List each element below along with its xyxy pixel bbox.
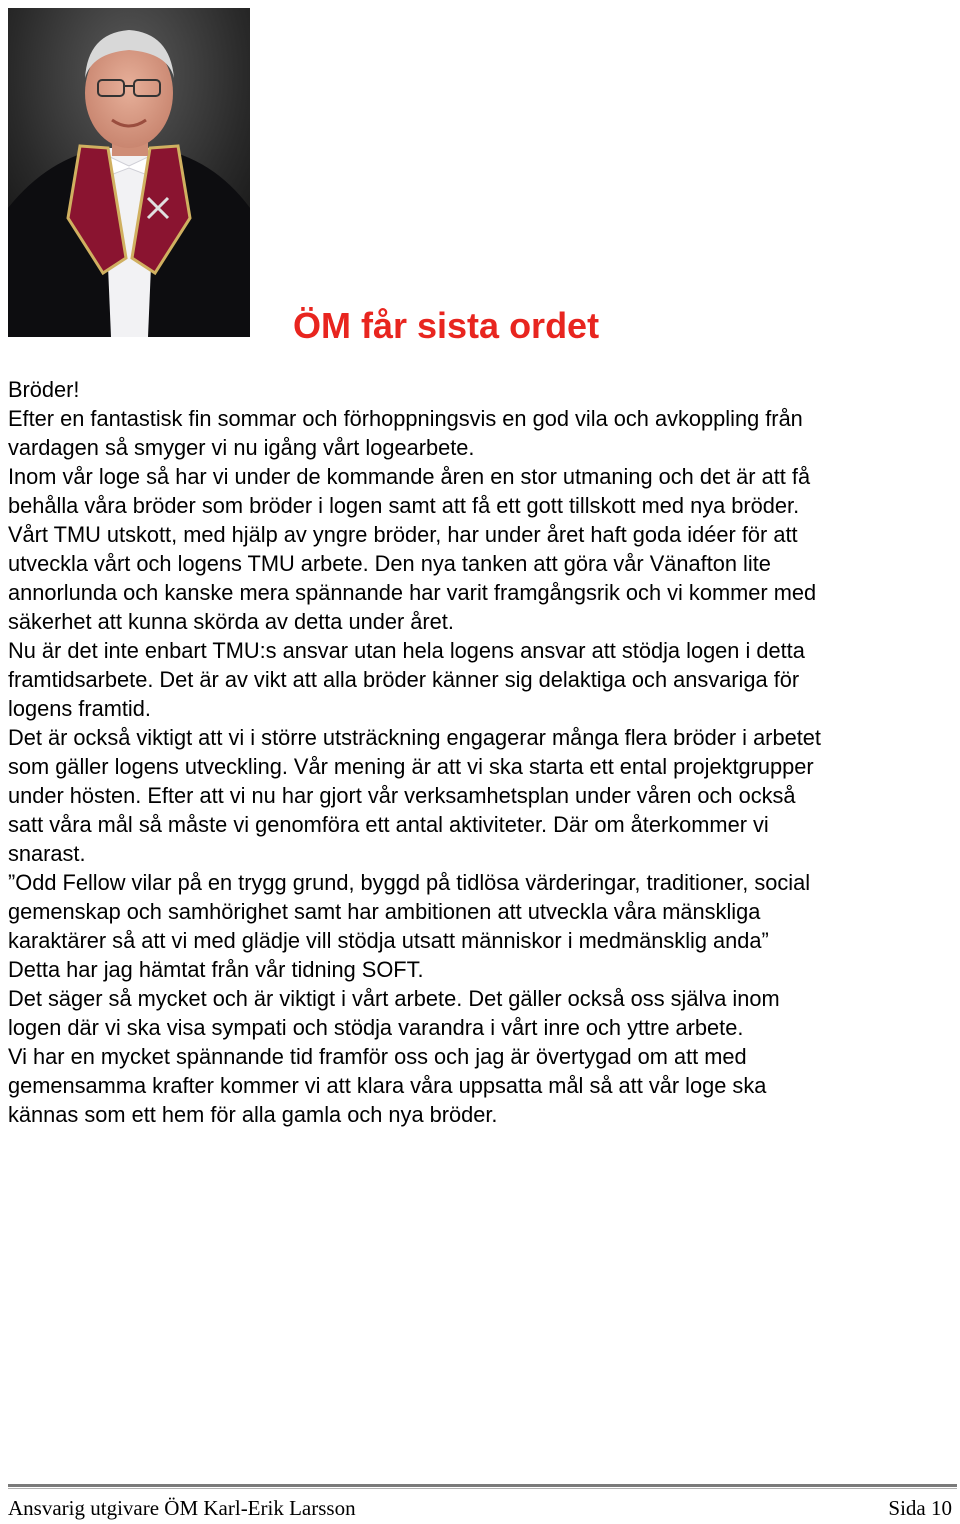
body-line: framtidsarbete. Det är av vikt att alla bröder känner sig delaktiga och ansvariga för bbox=[8, 667, 800, 692]
body-line: Vi har en mycket spännande tid framför oss och jag är övertygad om att med bbox=[8, 1044, 747, 1069]
body-line: behålla våra bröder som bröder i logen samt att få ett gott tillskott med nya bröder. bbox=[8, 493, 800, 518]
body-line: utveckla vårt och logens TMU arbete. Den nya tanken att göra vår Vänafton lite bbox=[8, 551, 771, 576]
body-line: snarast. bbox=[8, 841, 86, 866]
body-line: som gäller logens utveckling. Vår mening är att vi ska starta ett ental projektgrupper bbox=[8, 754, 814, 779]
article-body bbox=[8, 375, 952, 1129]
body-line: logen där vi ska visa sympati och stödja varandra i vårt inre och yttre arbete. bbox=[8, 1015, 744, 1040]
body-line: logens framtid. bbox=[8, 696, 151, 721]
body-line: karaktärer så att vi med glädje vill stödja utsatt människor i medmänsklig anda” bbox=[8, 928, 769, 953]
body-line: ”Odd Fellow vilar på en trygg grund, byggd på tidlösa värderingar, traditioner, social bbox=[8, 870, 811, 895]
article-title: ÖM får sista ordet bbox=[293, 305, 600, 346]
footer-divider bbox=[8, 1484, 957, 1487]
footer-publisher: Ansvarig utgivare ÖM Karl-Erik Larsson bbox=[8, 1496, 356, 1520]
body-line: Det säger så mycket och är viktigt i vårt arbete. Det gäller också oss själva inom bbox=[8, 986, 780, 1011]
body-line: säkerhet att kunna skörda av detta under året. bbox=[8, 609, 454, 634]
body-line: Detta har jag hämtat från vår tidning SOFT. bbox=[8, 957, 424, 982]
body-line: Det är också viktigt att vi i större utsträckning engagerar många flera bröder i arbetet bbox=[8, 725, 821, 750]
body-line: Efter en fantastisk fin sommar och förhoppningsvis en god vila och avkoppling från bbox=[8, 406, 803, 431]
body-line: Nu är det inte enbart TMU:s ansvar utan hela logens ansvar att stödja logen i detta bbox=[8, 638, 805, 663]
body-line: Inom vår loge så har vi under de kommande åren en stor utmaning och det är att få bbox=[8, 464, 811, 489]
body-line: annorlunda och kanske mera spännande har varit framgångsrik och vi kommer med bbox=[8, 580, 817, 605]
body-line: kännas som ett hem för alla gamla och nya bröder. bbox=[8, 1102, 498, 1127]
portrait-photo bbox=[8, 8, 250, 337]
body-line: vardagen så smyger vi nu igång vårt logearbete. bbox=[8, 435, 475, 460]
body-line: gemenskap och samhörighet samt har ambitionen att utveckla våra mänskliga bbox=[8, 899, 761, 924]
body-line: under hösten. Efter att vi nu har gjort vår verksamhetsplan under våren och också bbox=[8, 783, 796, 808]
body-line: Vårt TMU utskott, med hjälp av yngre bröder, har under året haft goda idéer för att bbox=[8, 522, 798, 547]
body-line: Bröder! bbox=[8, 377, 80, 402]
body-line: gemensamma krafter kommer vi att klara våra uppsatta mål så att vår loge ska bbox=[8, 1073, 767, 1098]
footer-page-number: Sida 10 bbox=[888, 1496, 952, 1520]
body-line: satt våra mål så måste vi genomföra ett antal aktiviteter. Där om återkommer vi bbox=[8, 812, 769, 837]
